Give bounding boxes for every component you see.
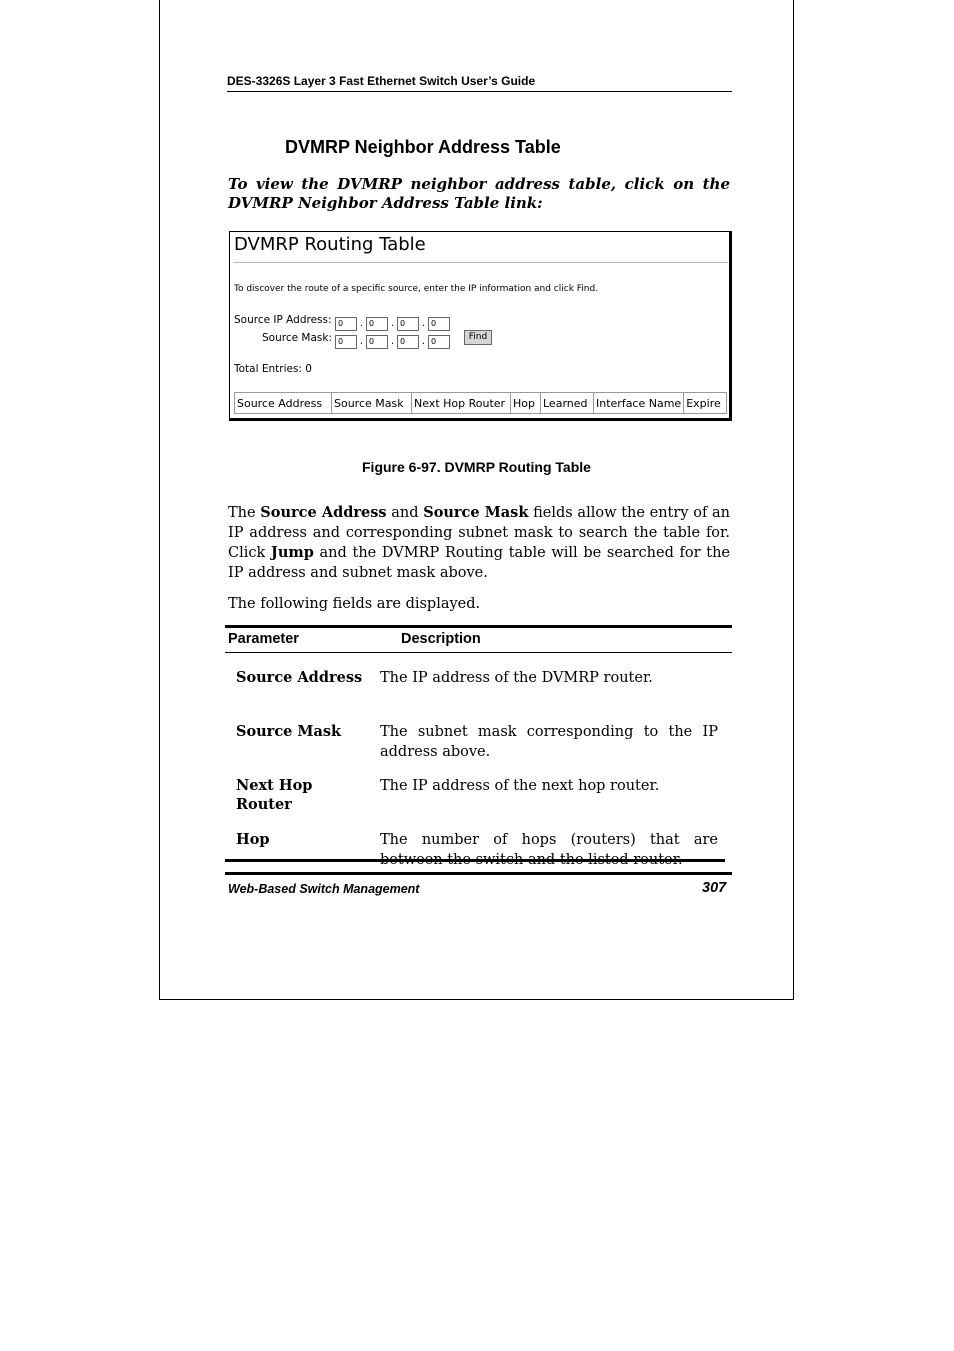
p1-text-d: and the DVMRP Routing table will be searched for the IP address and subnet mask above. xyxy=(228,545,730,581)
body-paragraph-2: The following fields are displayed. xyxy=(228,596,481,612)
col-learned: Learned xyxy=(541,393,594,414)
source-mask-octet-4[interactable]: 0 xyxy=(428,335,450,349)
param-name-source-mask: Source Mask xyxy=(236,723,342,740)
param-name-next-hop-router: Next Hop Router xyxy=(236,777,313,813)
param-desc-source-address: The IP address of the DVMRP router. xyxy=(380,670,653,686)
screenshot-divider xyxy=(233,262,728,263)
running-header: DES-3326S Layer 3 Fast Ethernet Switch User’s Guide xyxy=(227,74,536,88)
routing-table-header-row xyxy=(235,393,727,414)
table-bottom-rule xyxy=(225,859,725,862)
source-ip-octet-1[interactable]: 0 xyxy=(335,317,357,331)
param-desc-next-hop-router: The IP address of the next hop router. xyxy=(380,778,660,794)
section-title: DVMRP Neighbor Address Table xyxy=(285,137,561,157)
source-ip-octet-3[interactable]: 0 xyxy=(397,317,419,331)
col-interface-name: Interface Name xyxy=(594,393,684,414)
col-source-address: Source Address xyxy=(235,393,332,414)
header-rule xyxy=(227,91,732,92)
find-button[interactable]: Find xyxy=(464,330,492,345)
routing-table-screenshot xyxy=(229,231,732,421)
p1-bold-source-mask: Source Mask xyxy=(423,504,529,521)
param-column-header: Parameter xyxy=(228,631,299,647)
col-next-hop-router: Next Hop Router xyxy=(412,393,511,414)
source-ip-fields: 0 . 0 . 0 . 0 xyxy=(335,313,450,332)
footer-title: Web-Based Switch Management xyxy=(228,882,420,896)
total-entries: Total Entries: 0 xyxy=(234,363,312,375)
p1-text-b: and xyxy=(386,505,424,521)
table-header-rule xyxy=(225,652,732,653)
footer-rule xyxy=(225,872,732,875)
param-desc-source-mask: The subnet mask corresponding to the IP address above. xyxy=(380,724,718,760)
routing-table xyxy=(234,392,727,414)
param-row-hop-clipped xyxy=(225,828,732,868)
section-intro: To view the DVMRP neighbor address table, click on the DVMRP Neighbor Address Table link: xyxy=(228,175,730,212)
screenshot-instruction: To discover the route of a specific source, enter the IP information and click Find. xyxy=(234,284,599,294)
body-paragraph-1 xyxy=(228,503,730,583)
col-source-mask: Source Mask xyxy=(332,393,412,414)
param-name-source-address: Source Address xyxy=(236,669,363,686)
p1-text-c: fields allow the entry of an IP address and corresponding subnet mask to search the table for. Click xyxy=(228,505,730,561)
source-mask-fields: 0 . 0 . 0 . 0 xyxy=(335,331,450,350)
p1-text-a: The xyxy=(228,505,261,521)
desc-column-header: Description xyxy=(401,631,481,647)
figure-caption: Figure 6-97. DVMRP Routing Table xyxy=(362,459,591,475)
col-hop: Hop xyxy=(511,393,541,414)
table-top-rule xyxy=(225,625,732,628)
col-expire: Expire xyxy=(684,393,727,414)
source-ip-octet-2[interactable]: 0 xyxy=(366,317,388,331)
source-mask-octet-1[interactable]: 0 xyxy=(335,335,357,349)
p1-bold-source-address: Source Address xyxy=(260,504,387,521)
source-mask-label: Source Mask: xyxy=(262,332,332,344)
param-name-hop: Hop xyxy=(236,831,270,848)
source-mask-octet-2[interactable]: 0 xyxy=(366,335,388,349)
source-ip-octet-4[interactable]: 0 xyxy=(428,317,450,331)
page-number: 307 xyxy=(702,880,727,896)
param-desc-hop: The number of hops (routers) that are between the switch and the listed router. xyxy=(380,832,718,868)
source-ip-label: Source IP Address: xyxy=(234,314,332,326)
screenshot-title: DVMRP Routing Table xyxy=(234,234,426,255)
p1-bold-jump: Jump xyxy=(270,544,314,561)
source-mask-octet-3[interactable]: 0 xyxy=(397,335,419,349)
